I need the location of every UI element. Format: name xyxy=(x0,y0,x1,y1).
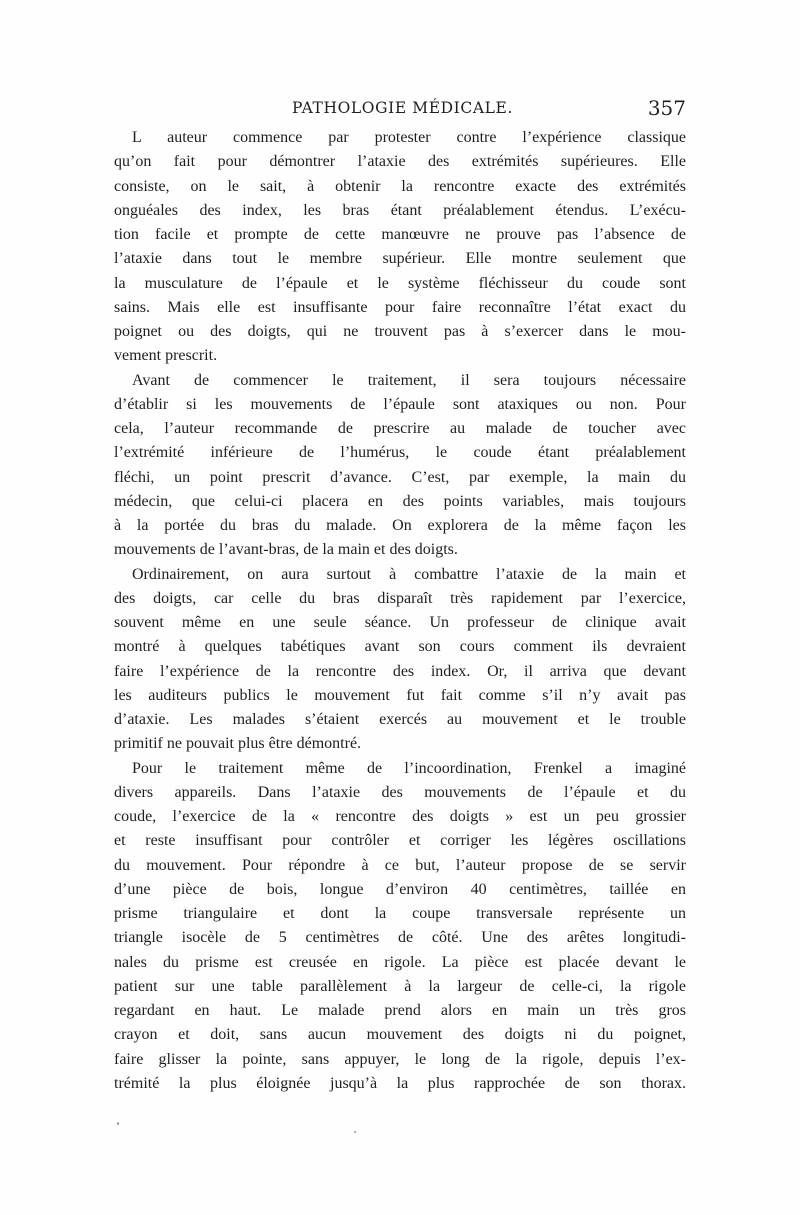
header-title: PATHOLOGIE MÉDICALE. xyxy=(292,99,513,117)
paragraph-3 xyxy=(114,563,686,757)
text-line: d’ataxie. Les malades s’étaient exercés au mouvement et le trouble xyxy=(114,711,686,728)
text-line: qu’on fait pour démontrer l’ataxie des extrémités supérieures. Elle xyxy=(114,153,686,171)
text-line: regardant en haut. Le malade prend alors en main un très gros xyxy=(114,1002,686,1019)
text-line: faire l’expérience de la rencontre des index. Or, il arriva que devant xyxy=(114,662,686,680)
text-line: coude, l’exercice de la « rencontre des doigts » est un peu grossier xyxy=(114,808,686,825)
text-line: tion facile et prompte de cette manœuvre ne prouve pas l’absence de xyxy=(114,226,686,243)
text-line: faire glisser la pointe, sans appuyer, le long de la rigole, depuis l’ex- xyxy=(114,1050,686,1068)
text-line: vement prescrit. xyxy=(114,347,218,365)
text-line: prisme triangulaire et dont la coupe transversale représente un xyxy=(114,905,686,922)
text-line: poignet ou des doigts, qui ne trouvent pas à s’exercer dans le mou- xyxy=(114,323,686,340)
paragraph-1 xyxy=(114,126,686,369)
text-line: crayon et doit, sans aucun mouvement des doigts ni du poignet, xyxy=(114,1026,686,1044)
text-line: des doigts, car celle du bras disparaît très rapidement par l’exercice, xyxy=(114,589,686,607)
text-line: d’établir si les mouvements de l’épaule sont ataxiques ou non. Pour xyxy=(114,395,686,413)
text-line: la musculature de l’épaule et le système fléchisseur du coude sont xyxy=(114,274,686,292)
text-line: mouvements de l’avant-bras, de la main et des doigts. xyxy=(114,541,458,559)
text-line: Avant de commencer le traitement, il sera toujours nécessaire xyxy=(132,371,686,389)
text-line: Ordinairement, on aura surtout à combattre l’ataxie de la main et xyxy=(132,565,686,583)
text-line: l’ataxie dans tout le membre supérieur. Elle montre seulement que xyxy=(114,250,686,268)
paragraph-4 xyxy=(114,757,686,1097)
scan-speck xyxy=(117,1122,119,1125)
text-line: les auditeurs publics le mouvement fut fait comme s’il n’y avait pas xyxy=(114,686,686,704)
text-line: sains. Mais elle est insuffisante pour faire reconnaître l’état exact du xyxy=(114,298,686,316)
text-line: d’une pièce de bois, longue d’environ 40 centimètres, taillée en xyxy=(114,880,686,898)
text-line: cela, l’auteur recommande de prescrire au malade de toucher avec xyxy=(114,420,686,437)
text-line: nales du prisme est creusée en rigole. La pièce est placée devant le xyxy=(114,953,686,971)
paragraph-2 xyxy=(114,369,686,563)
running-header xyxy=(114,96,686,122)
text-line: l’extrémité inférieure de l’humérus, le coude étant préalablement xyxy=(114,444,686,462)
body-text xyxy=(114,126,686,1096)
text-line: L auteur commence par protester contre l’expérience classique xyxy=(132,129,686,146)
page-number: 357 xyxy=(647,96,686,120)
text-line: montré à quelques tabétiques avant son cours comment ils devraient xyxy=(114,638,686,656)
text-line: trémité la plus éloignée jusqu’à la plus rapprochée de son thorax. xyxy=(114,1074,686,1092)
text-line: Pour le traitement même de l’incoordination, Frenkel a imaginé xyxy=(132,759,686,777)
text-line: souvent même en une seule séance. Un professeur de clinique avait xyxy=(114,614,686,631)
text-line: médecin, que celui-ci placera en des points variables, mais toujours xyxy=(114,492,686,510)
text-line: patient sur une table parallèlement à la largeur de celle-ci, la rigole xyxy=(114,977,686,995)
text-line: primitif ne pouvait plus être démontré. xyxy=(114,735,362,753)
text-line: divers appareils. Dans l’ataxie des mouvements de l’épaule et du xyxy=(114,783,686,801)
text-line: onguéales des index, les bras étant préalablement étendus. L’exécu- xyxy=(114,201,686,219)
text-line: du mouvement. Pour répondre à ce but, l’auteur propose de se servir xyxy=(114,856,686,874)
text-line: et reste insuffisant pour contrôler et corriger les légères oscillations xyxy=(114,832,686,850)
text-line: fléchi, un point prescrit d’avance. C’est, par exemple, la main du xyxy=(114,468,686,486)
text-line: consiste, on le sait, à obtenir la rencontre exacte des extrémités xyxy=(114,177,686,195)
scan-speck xyxy=(354,1131,356,1133)
text-line: à la portée du bras du malade. On explorera de la même façon les xyxy=(114,517,686,534)
text-line: triangle isocèle de 5 centimètres de côté. Une des arêtes longitudi- xyxy=(114,929,686,947)
